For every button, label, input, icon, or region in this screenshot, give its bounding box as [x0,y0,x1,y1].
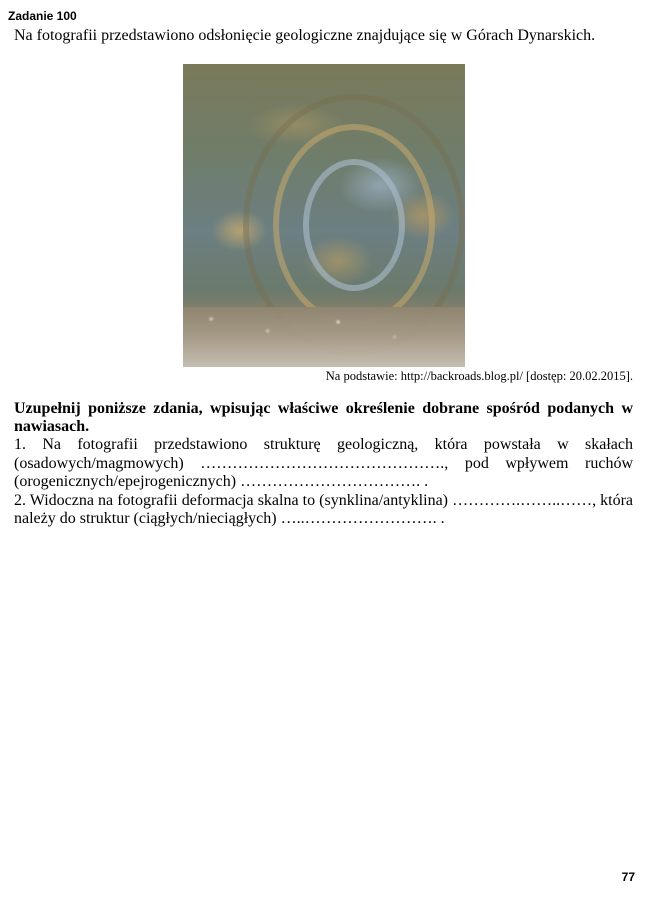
task-label: Zadanie 100 [8,9,77,23]
page-number: 77 [621,870,635,884]
geology-photo [183,64,465,367]
task-items [14,436,633,529]
task-item-1: 1. Na fotografii przedstawiono strukturę geologiczną, która powstała w skałach (osadowych/magmowych) ………………………………………., pod wpływem ruchów (orogenicznych/epejrogenicznych) ……………………………. . [14,436,633,490]
task-item-2: 2. Widoczna na fotografii deformacja skalna to (synklina/antyklina) ………….……..……, która należy do struktur (ciągłych/nieciągłych) …..……………………. . [14,491,633,527]
task-instruction: Uzupełnij poniższe zdania, wpisując właściwe określenie dobrane spośród podanych w nawiasach. [14,400,633,435]
task-intro: Na fotografii przedstawiono odsłonięcie geologiczne znajdujące się w Górach Dynarskich. [14,27,596,44]
gravel-ground [183,307,465,367]
figure-caption: Na podstawie: http://backroads.blog.pl/ [dostęp: 20.02.2015]. [325,369,633,383]
